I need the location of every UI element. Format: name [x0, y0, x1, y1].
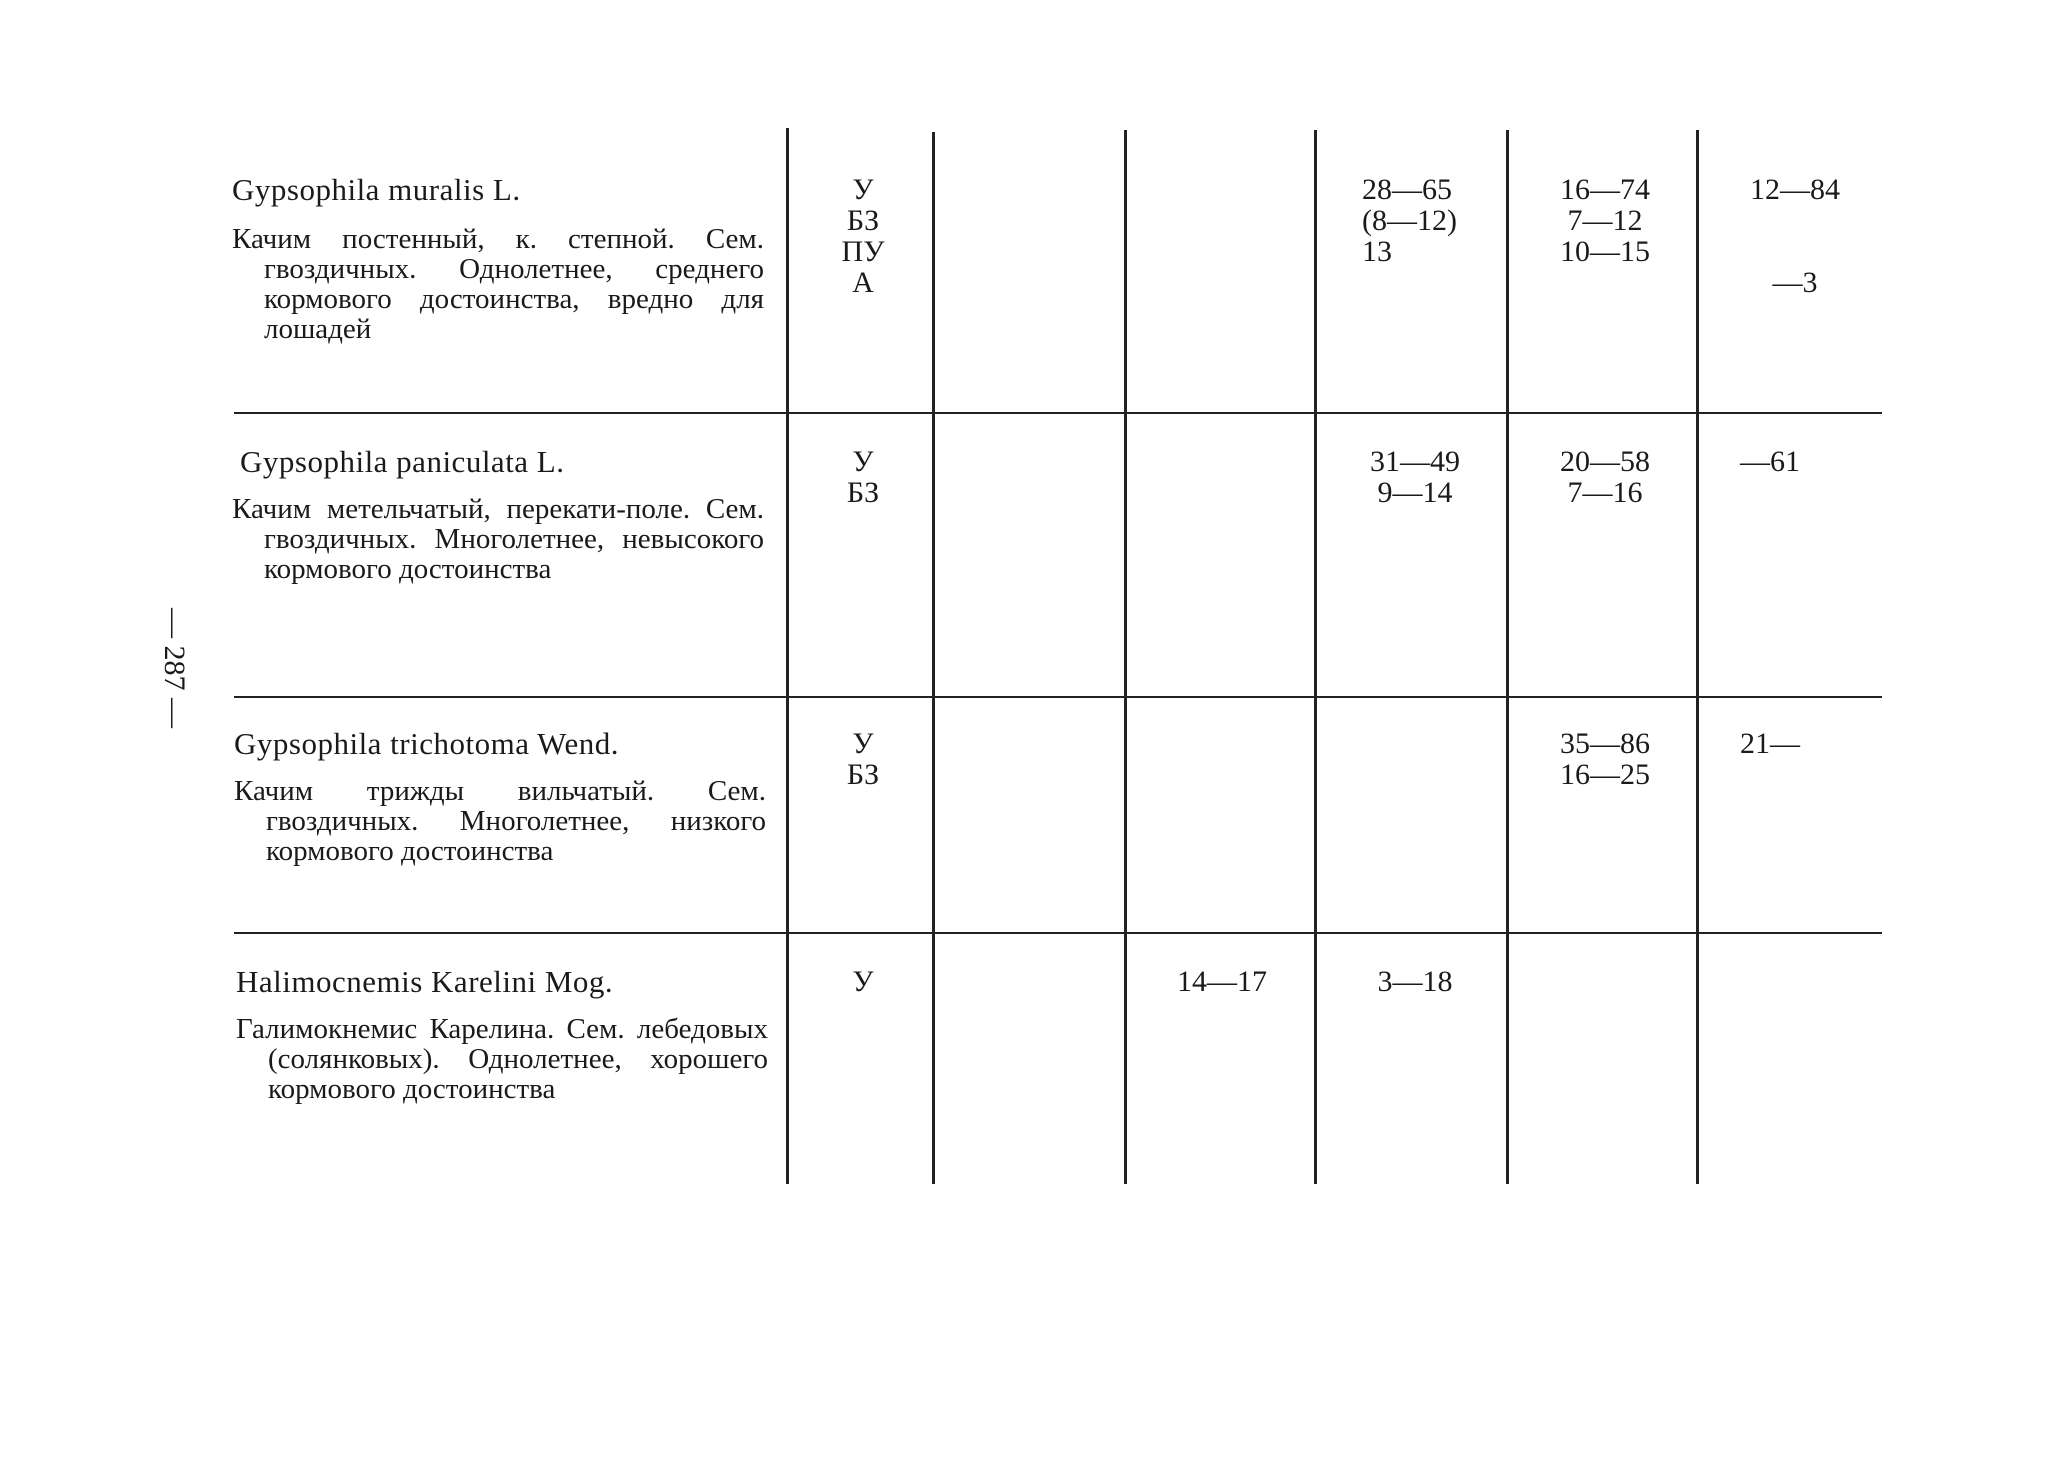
- cell-col4: 31—49 9—14: [1370, 445, 1460, 509]
- cell-col5: 16—74 7—12 10—15: [1560, 173, 1650, 268]
- page-number: — 287 —: [158, 608, 191, 728]
- column-divider: [1314, 130, 1317, 1184]
- cell-col6: 21—: [1740, 727, 1800, 760]
- row-divider: [234, 696, 1882, 698]
- cell-col5: 35—86 16—25: [1560, 727, 1650, 791]
- species-latin-name: Halimocnemis Karelini Mog.: [236, 964, 614, 999]
- column-divider: [786, 128, 789, 1184]
- column-divider: [1124, 130, 1127, 1184]
- row-divider: [234, 932, 1882, 934]
- species-latin-name: Gypsophila paniculata L.: [240, 444, 565, 479]
- cell-col3: 14—17: [1177, 965, 1267, 998]
- row-divider: [234, 412, 1882, 414]
- species-latin-name: Gypsophila muralis L.: [232, 172, 521, 207]
- cell-col6: 12—84 —3: [1750, 173, 1840, 299]
- column-divider: [932, 132, 935, 1184]
- cell-col4: 3—18: [1377, 965, 1453, 998]
- species-latin-name: Gypsophila trichotoma Wend.: [234, 726, 619, 761]
- column-divider: [1696, 130, 1699, 1184]
- cell-col1: У: [852, 965, 874, 998]
- cell-col1: У БЗ: [846, 727, 880, 791]
- species-description: Качим метельчатый, перекати-поле. Сем. гвоздичных. Многолетнее, невысокого кормового достоинства: [232, 493, 764, 585]
- species-description: Качим трижды вильчатый. Сем. гвоздичных. Многолетнее, низкого кормового достоинства: [234, 775, 766, 867]
- cell-col4: 28—65 (8—12) 13: [1362, 173, 1457, 268]
- cell-col5: 20—58 7—16: [1560, 445, 1650, 509]
- cell-col1: У БЗ: [846, 445, 880, 509]
- cell-col1: У БЗ ПУ А: [841, 173, 885, 299]
- species-description: Галимокнемис Карелина. Сем. лебедовых (солянковых). Однолетнее, хорошего кормового достоинства: [236, 1013, 768, 1105]
- species-description: Качим постенный, к. степной. Сем. гвоздичных. Однолетнее, среднего кормового достоинства, вредно для лошадей: [232, 223, 764, 345]
- column-divider: [1506, 130, 1509, 1184]
- cell-col6: —61: [1740, 445, 1800, 478]
